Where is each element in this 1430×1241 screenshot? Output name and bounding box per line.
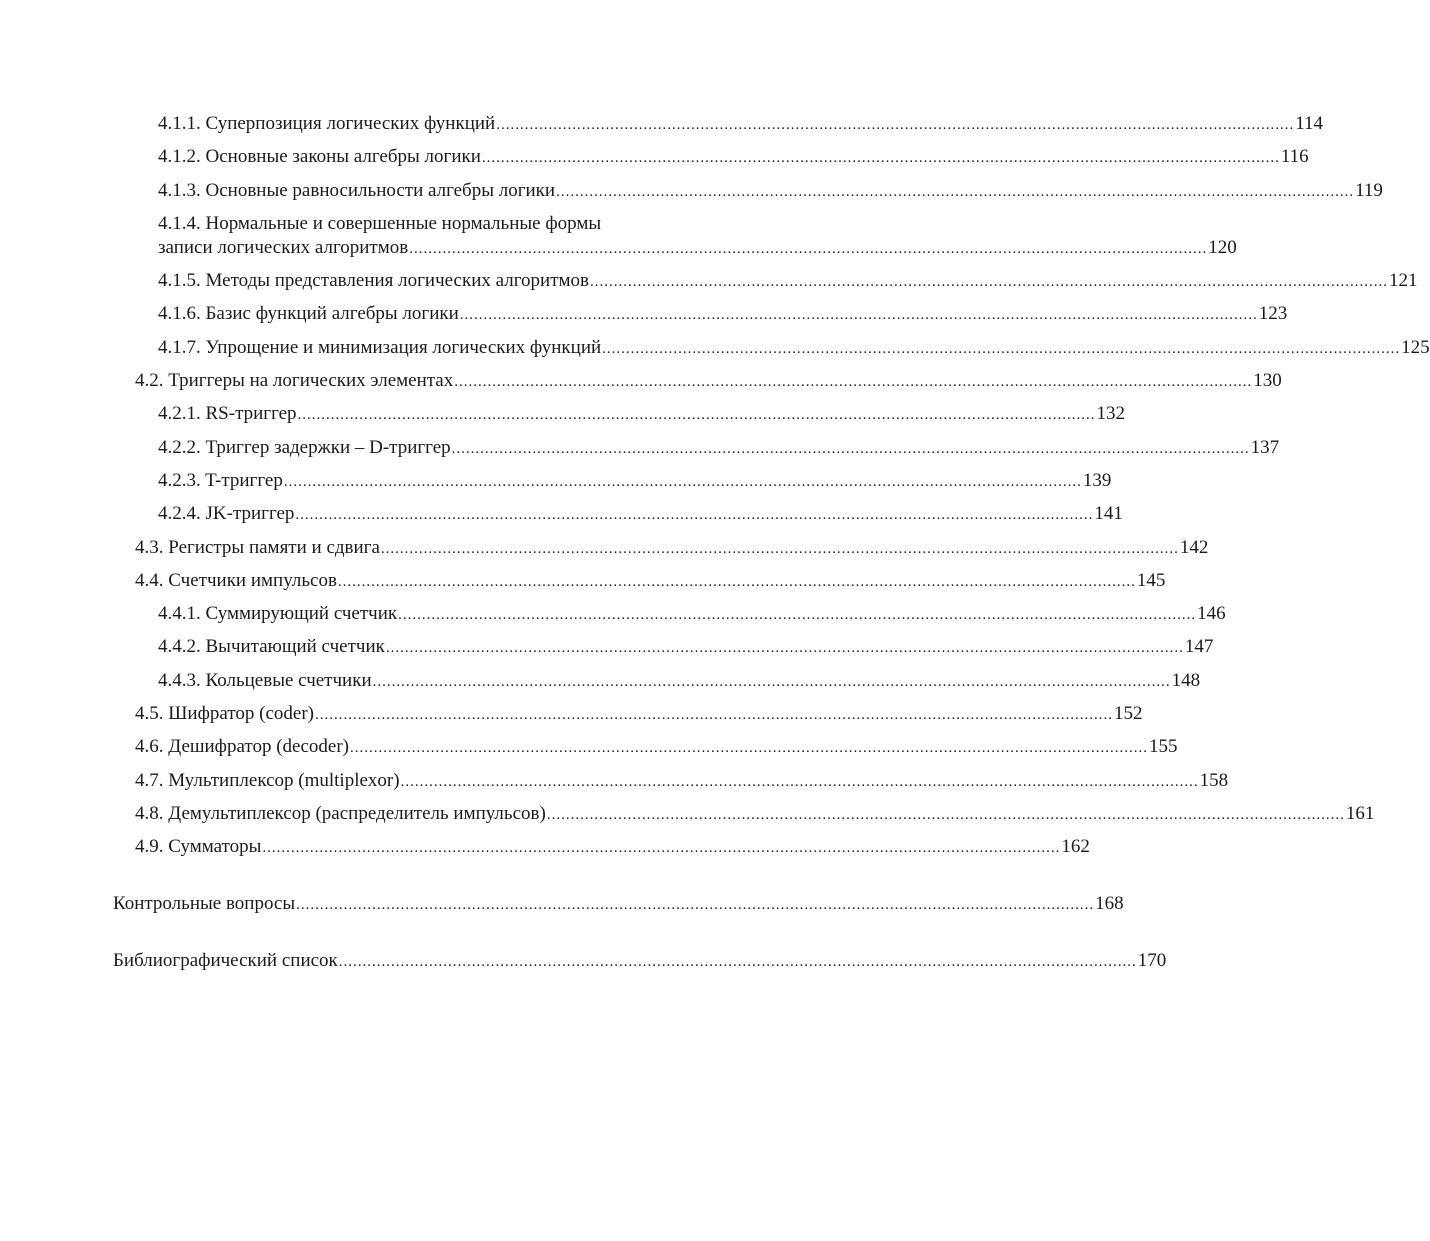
toc-entry-title: 4.2.2. Триггер задержки – D-триггер xyxy=(158,436,451,458)
toc-leader-dots: ........................................................................................................................................................................ xyxy=(481,150,1280,167)
toc-entry-page: 121 xyxy=(1389,270,1418,292)
toc-entry-title: 4.1.3. Основные равносильности алгебры логики xyxy=(158,179,556,201)
toc-entry[interactable] xyxy=(113,892,1124,917)
toc-entry-page: 125 xyxy=(1401,336,1430,358)
toc-entry-title: 4.1.2. Основные законы алгебры логики xyxy=(158,146,481,168)
toc-entry[interactable] xyxy=(158,502,1123,527)
toc-leader-dots: ........................................................................................................................................................................ xyxy=(297,407,1096,424)
toc-entry-title: 4.1.5. Методы представления логических алгоритмов xyxy=(158,270,589,292)
toc-entry[interactable] xyxy=(158,302,1288,327)
toc-entry-title: Контрольные вопросы xyxy=(113,893,296,915)
toc-leader-dots: ........................................................................................................................................................................ xyxy=(602,340,1401,357)
toc-leader-dots: ........................................................................................................................................................................ xyxy=(451,440,1250,457)
toc-leader-dots: ........................................................................................................................................................................ xyxy=(556,183,1355,200)
toc-entry-page: 130 xyxy=(1253,370,1282,392)
toc-entry-page: 148 xyxy=(1171,669,1201,691)
toc-entry-title: записи логических алгоритмов xyxy=(158,236,409,258)
toc-leader-dots: ........................................................................................................................................................................ xyxy=(590,274,1388,291)
toc-entry-page: 123 xyxy=(1258,303,1288,325)
toc-leader-dots: ........................................................................................................................................................................ xyxy=(400,773,1199,790)
toc-entry[interactable] xyxy=(158,669,1201,694)
toc-leader-dots: ........................................................................................................................................................................ xyxy=(496,117,1295,133)
toc-leader-dots: ........................................................................................................................................................................ xyxy=(315,707,1113,724)
toc-leader-dots: ........................................................................................................................................................................ xyxy=(338,954,1137,971)
toc-entry[interactable] xyxy=(135,735,1178,760)
toc-leader-dots: ........................................................................................................................................................................ xyxy=(283,473,1082,490)
toc-entry-title: 4.1.7. Упрощение и минимизация логических функций xyxy=(158,336,602,358)
toc-entry-page: 145 xyxy=(1136,569,1166,591)
toc-entry-page: 139 xyxy=(1082,469,1112,491)
toc-entry-page: 119 xyxy=(1355,179,1383,201)
toc-entry[interactable] xyxy=(158,469,1112,494)
toc-leader-dots: ........................................................................................................................................................................ xyxy=(454,374,1253,391)
toc-leader-dots: ........................................................................................................................................................................ xyxy=(546,806,1345,823)
toc-entry[interactable] xyxy=(135,702,1143,727)
toc-entry-title: 4.8. Демультиплексор (распределитель импульсов) xyxy=(135,802,546,824)
toc-entry-title: 4.5. Шифратор (coder) xyxy=(135,703,314,725)
toc-entry-title: 4.4. Счетчики импульсов xyxy=(135,569,337,591)
toc-entry-page: 162 xyxy=(1061,836,1090,858)
toc-entry-title: 4.2. Триггеры на логических элементах xyxy=(135,370,454,392)
toc-leader-dots: ........................................................................................................................................................................ xyxy=(296,897,1095,914)
toc-entry-title: 4.3. Регистры памяти и сдвига xyxy=(135,536,380,558)
toc-entry[interactable] xyxy=(135,536,1209,561)
toc-entry[interactable] xyxy=(135,569,1166,594)
toc-entry[interactable] xyxy=(158,635,1214,660)
toc-entry[interactable] xyxy=(135,802,1375,827)
toc-entry[interactable] xyxy=(158,112,1323,137)
toc-entry-page: 170 xyxy=(1137,950,1167,972)
toc-entry-title: 4.2.1. RS-триггер xyxy=(158,403,297,425)
toc-entry-title: 4.2.3. T-триггер xyxy=(158,469,283,491)
toc-leader-dots: ........................................................................................................................................................................ xyxy=(337,573,1136,590)
toc-entry-page: 141 xyxy=(1094,503,1123,525)
toc-entry-page: 147 xyxy=(1184,636,1214,658)
toc-entry-page: 116 xyxy=(1280,146,1309,168)
toc-entry-title: 4.4.2. Вычитающий счетчик xyxy=(158,636,385,658)
toc-entry[interactable] xyxy=(158,212,1237,261)
toc-entry[interactable] xyxy=(158,402,1126,427)
toc-entry[interactable] xyxy=(158,179,1383,204)
toc-entry-page: 161 xyxy=(1345,802,1375,824)
toc-entry-title: Библиографический список xyxy=(113,950,338,972)
toc-entry-page: 132 xyxy=(1096,403,1126,425)
toc-entry-title: 4.7. Мультиплексор (multiplexor) xyxy=(135,769,400,791)
toc-leader-dots: ........................................................................................................................................................................ xyxy=(459,307,1258,324)
toc-entry-page: 120 xyxy=(1208,236,1237,258)
toc-entry-page: 155 xyxy=(1149,736,1178,758)
toc-entry-title: 4.9. Сумматоры xyxy=(135,836,262,858)
toc-entry[interactable] xyxy=(158,145,1309,170)
toc-leader-dots: ........................................................................................................................................................................ xyxy=(372,673,1171,690)
toc-entry[interactable] xyxy=(135,835,1090,860)
toc-entry-page: 152 xyxy=(1114,703,1143,725)
toc-entry-title: 4.4.1. Суммирующий счетчик xyxy=(158,603,398,625)
toc-entry[interactable] xyxy=(135,369,1282,394)
toc-entry-title: 4.6. Дешифратор (decoder) xyxy=(135,736,350,758)
toc-entry-title: 4.1.6. Базис функций алгебры логики xyxy=(158,303,459,325)
toc-leader-dots: ........................................................................................................................................................................ xyxy=(350,740,1149,757)
toc-entry-page: 146 xyxy=(1197,603,1226,625)
toc-entry[interactable] xyxy=(135,769,1229,794)
toc-leader-dots: ........................................................................................................................................................................ xyxy=(409,240,1208,257)
toc-leader-dots: ........................................................................................................................................................................ xyxy=(398,607,1197,624)
toc-entry[interactable] xyxy=(158,336,1430,361)
toc-leader-dots: ........................................................................................................................................................................ xyxy=(380,540,1179,557)
toc-entry[interactable] xyxy=(158,436,1280,461)
toc-entry-page: 137 xyxy=(1250,436,1280,458)
toc-leader-dots: ........................................................................................................................................................................ xyxy=(262,840,1061,857)
toc-entry-page: 158 xyxy=(1199,769,1229,791)
toc-entry-title: 4.1.1. Суперпозиция логических функций xyxy=(158,113,496,134)
toc-entry[interactable] xyxy=(158,269,1418,294)
toc-entry-page: 168 xyxy=(1095,893,1124,915)
toc-entry-title-line1: 4.1.4. Нормальные и совершенные нормальные формы xyxy=(158,212,602,234)
table-of-contents xyxy=(0,112,1430,983)
toc-entry-page: 142 xyxy=(1179,536,1209,558)
toc-entry-title: 4.2.4. JK-триггер xyxy=(158,503,295,525)
toc-entry-title: 4.4.3. Кольцевые счетчики xyxy=(158,669,372,691)
toc-leader-dots: ........................................................................................................................................................................ xyxy=(385,640,1184,657)
toc-leader-dots: ........................................................................................................................................................................ xyxy=(295,507,1094,524)
toc-entry-page: 114 xyxy=(1295,113,1323,134)
toc-entry[interactable] xyxy=(158,602,1226,627)
toc-entry[interactable] xyxy=(113,949,1167,974)
